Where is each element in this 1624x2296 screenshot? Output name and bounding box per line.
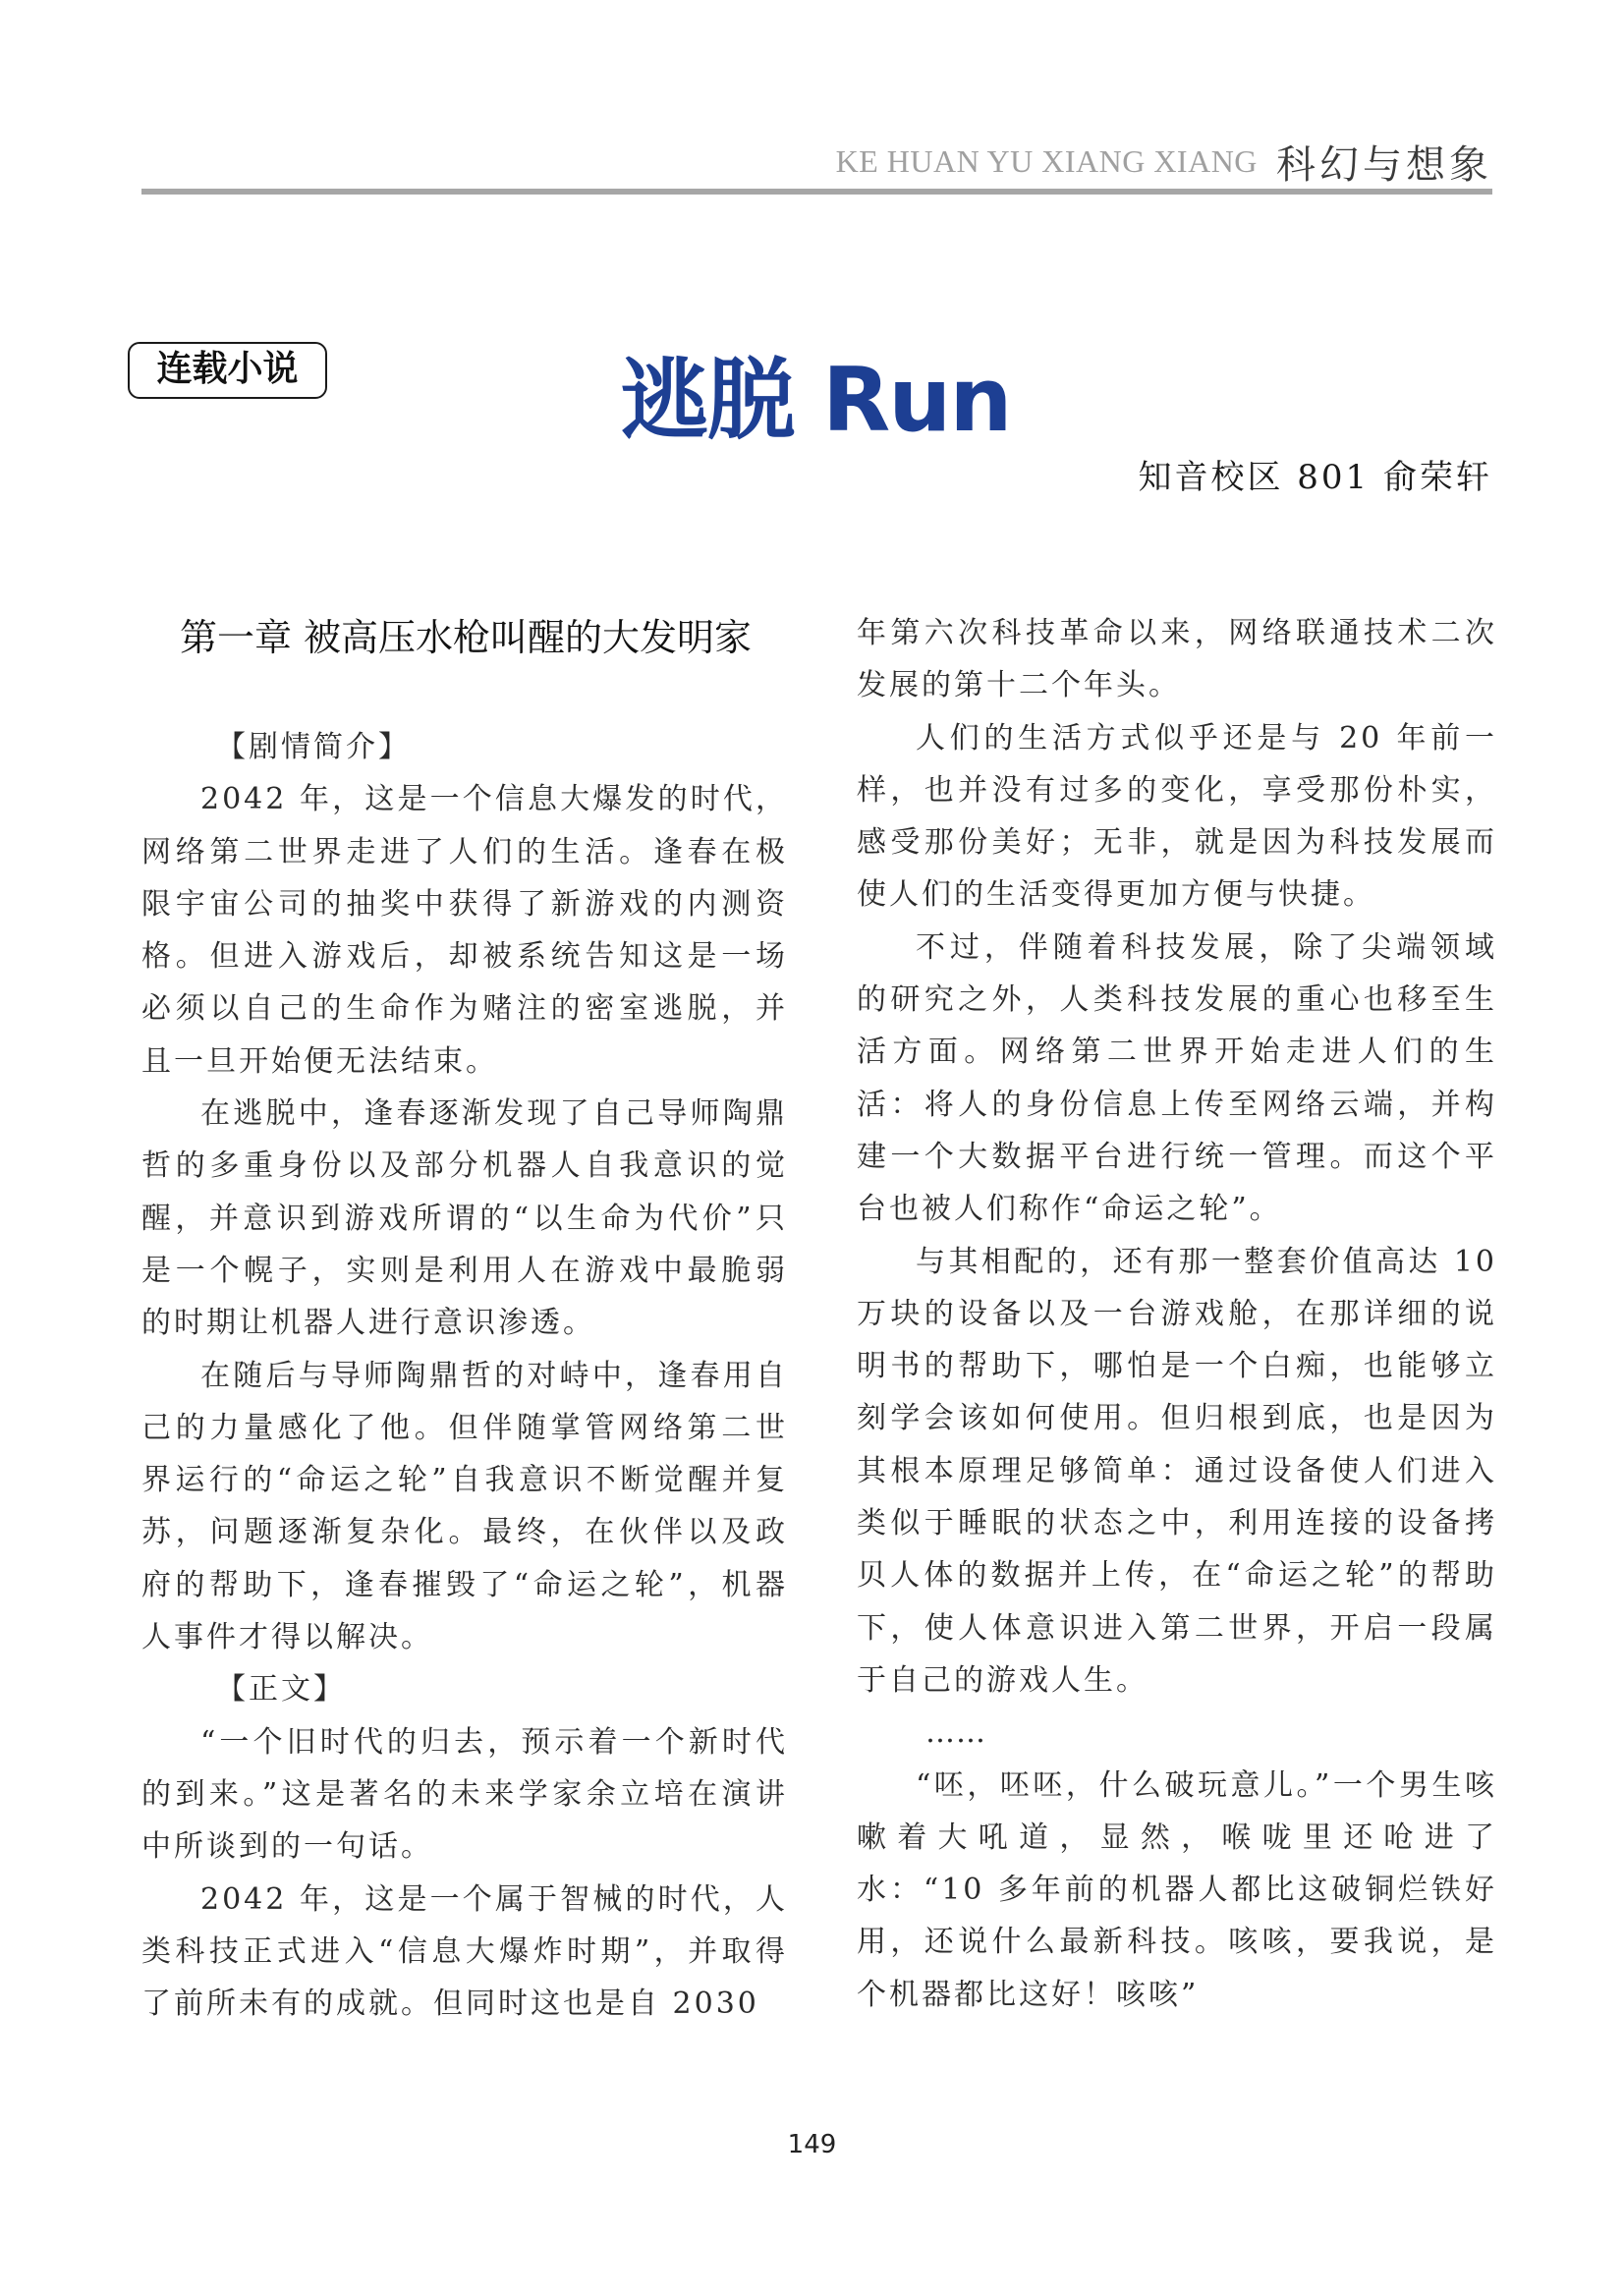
paragraph: “一个旧时代的归去，预示着一个新时代的到来。”这是著名的未来学家余立培在演讲中所谈到的一句话。 [141, 1724, 788, 1865]
left-text-column [141, 721, 788, 2030]
header-rule [141, 189, 1492, 195]
paragraph: 2042 年，这是一个属于智械的时代，人类科技正式进入“信息大爆炸时期”，并取得了前所未有的成就。但同时这也是自 2030 [141, 1881, 788, 2022]
paragraph: 不过，伴随着科技发展，除了尖端领域的研究之外，人类科技发展的重心也移至生活方面。网络第二世界开始走进人们的生活：将人的身份信息上传至网络云端，并构建一个大数据平台进行统一管理。而这个平台也被人们称作“命运之轮”。 [857, 929, 1497, 1227]
paragraph: 人们的生活方式似乎还是与 20 年前一样，也并没有过多的变化，享受那份朴实，感受那份美好；无非，就是因为科技发展而使人们的生活变得更加方便与快捷。 [857, 720, 1497, 913]
section-label: 【正文】 [216, 1672, 346, 1708]
author-line: 知音校区 801 俞荣轩 [1138, 458, 1492, 497]
paragraph: 在逃脱中，逢春逐渐发现了自己导师陶鼎哲的多重身份以及部分机器人自我意识的觉醒，并意识到游戏所谓的“以生命为代价”只是一个幌子，实则是利用人在游戏中最脆弱的时期让机器人进行意识渗透。 [141, 1096, 788, 1341]
paragraph: “呸，呸呸，什么破玩意儿。”一个男生咳嗽着大吼道，显然，喉咙里还呛进了水：“10 多年前的机器人都比这破铜烂铁好用，还说什么最新科技。咳咳，要我说，是个机器都比这好！咳咳” [857, 1767, 1497, 2012]
chapter-title: 第一章 被高压水枪叫醒的大发明家 [179, 616, 753, 659]
paragraph: 2042 年，这是一个信息大爆发的时代，网络第二世界走进了人们的生活。逢春在极限宇宙公司的抽奖中获得了新游戏的内测资格。但进入游戏后，却被系统告知这是一场必须以自己的生命作为赌注的密室逃脱，并且一旦开始便无法结束。 [141, 782, 788, 1079]
paragraph: 在随后与导师陶鼎哲的对峙中，逢春用自己的力量感化了他。但伴随掌管网络第二世界运行的“命运之轮”自我意识不断觉醒并复苏，问题逐渐复杂化。最终，在伙伴以及政府的帮助下，逢春摧毁了“命运之轮”，机器人事件才得以解决。 [141, 1358, 788, 1655]
header-column-name: 科幻与想象 [1276, 142, 1492, 188]
ellipsis: …… [925, 1715, 986, 1751]
section-label: 【剧情简介】 [216, 730, 411, 764]
serial-novel-badge: 连载小说 [128, 342, 327, 399]
running-header [141, 134, 1492, 190]
page-number: 149 [787, 2130, 837, 2159]
header-pinyin: KE HUAN YU XIANG XIANG [835, 143, 1258, 179]
paragraph-continued: 年第六次科技革命以来，网络联通技术二次发展的第十二个年头。 [857, 616, 1497, 703]
right-text-column [857, 607, 1497, 2021]
paragraph: 与其相配的，还有那一整套价值高达 10 万块的设备以及一台游戏舱，在那详细的说明书的帮助下，哪怕是一个白痴，也能够立刻学会该如何使用。但归根到底，也是因为其根本原理足够简单：通过设备使人们进入类似于睡眠的状态之中，利用连接的设备拷贝人体的数据并上传，在“命运之轮”的帮助下，使人体意识进入第二世界，开启一段属于自己的游戏人生。 [857, 1244, 1497, 1698]
article-title: 逃脱 Run [620, 349, 1011, 452]
